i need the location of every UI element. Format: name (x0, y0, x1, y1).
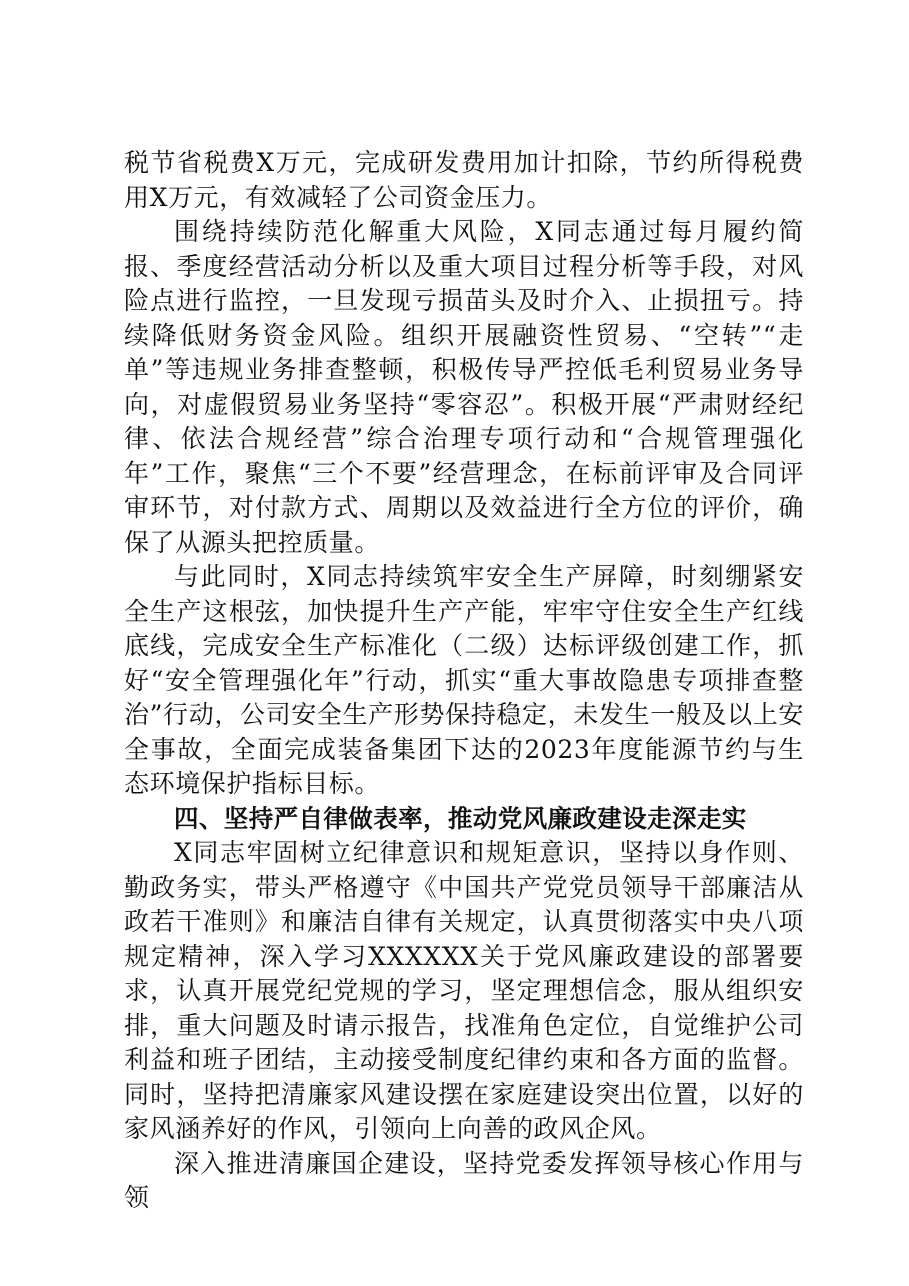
paragraph-clean-enterprise: 深入推进清廉国企建设，坚持党委发挥领导核心作用与领 (124, 1148, 804, 1212)
paragraph-discipline: X同志牢固树立纪律意识和规矩意识，坚持以身作则、勤政务实，带头严格遵守《中国共产党党员领导干部廉洁从政若干准则》和廉洁自律有关规定，认真贯彻落实中央八项规定精神，深入学习XXXXXX关于党风廉政建设的部署要求，认真开展党纪党规的学习，坚定理想信念，服从组织安排，重大问题及时请示报告，找准角色定位，自觉维护公司利益和班子团结，主动接受制度纪律约束和各方面的监督。同时，坚持把清廉家风建设摆在家庭建设突出位置，以好的家风涵养好的作风，引领向上向善的政风企风。 (124, 838, 804, 1143)
section-heading: 四、坚持严自律做表率，推动党风廉政建设走深走实 (174, 803, 747, 833)
paragraph-safety-production: 与此同时，X同志持续筑牢安全生产屏障，时刻绷紧安全生产这根弦，加快提升生产产能，牢牢守住安全生产红线底线，完成安全生产标准化（二级）达标评级创建工作，抓好“安全管理强化年”行动，抓实“重大事故隐患专项排查整治”行动，公司安全生产形势保持稳定，未发生一般及以上安全事故，全面完成装备集团下达的2023年度能源节约与生态环境保护指标目标。 (124, 562, 804, 798)
paragraph-continuation: 税节省税费X万元，完成研发费用加计扣除，节约所得税费用X万元，有效减轻了公司资金压力。 (124, 148, 804, 212)
document-page (124, 146, 804, 1216)
paragraph-risk-prevention: 围绕持续防范化解重大风险，X同志通过每月履约简报、季度经营活动分析以及重大项目过程分析等手段，对风险点进行监控，一旦发现亏损苗头及时介入、止损扭亏。持续降低财务资金风险。组织开展融资性贸易、“空转”“走单”等违规业务排查整顿，积极传导严控低毛利贸易业务导向，对虚假贸易业务坚持“零容忍”。积极开展“严肃财经纪律、依法合规经营”综合治理专项行动和“合规管理强化年”工作，聚焦“三个不要”经营理念，在标前评审及合同评审环节，对付款方式、周期以及效益进行全方位的评价，确保了从源头把控质量。 (124, 217, 804, 557)
